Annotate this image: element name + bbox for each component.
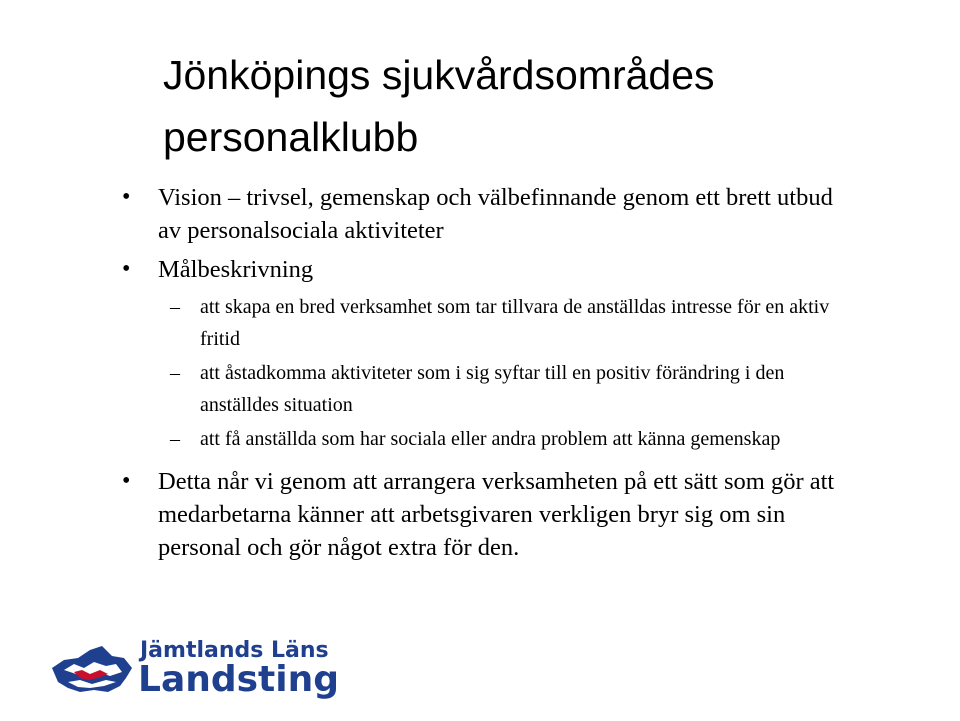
bullet-marker: • — [122, 468, 131, 494]
logo-text-line-2: Landsting — [138, 659, 340, 700]
title-line-2: personalklubb — [163, 114, 419, 160]
bullet-text: Målbeskrivning — [158, 256, 314, 283]
bullet-vision — [120, 181, 860, 247]
slide-title — [163, 44, 903, 168]
bullet-list — [120, 181, 860, 564]
landsting-logo — [50, 638, 340, 698]
title-line-1: Jönköpings sjukvårdsområdes — [163, 52, 715, 98]
sub-bullet-marker: – — [170, 362, 180, 384]
sub-bullet-text: att få anställda som har sociala eller andra problem att känna gemenskap — [200, 428, 781, 450]
bullet-marker: • — [122, 184, 131, 210]
logo-text-line-1: Jämtlands Läns — [140, 638, 329, 663]
sub-bullet — [120, 291, 860, 355]
sub-bullet-marker: – — [170, 296, 180, 318]
sub-bullet — [120, 423, 860, 455]
sub-bullet-text: att åstadkomma aktiviteter som i sig syftar till en positiv förändring i den anställdes situation — [200, 362, 785, 416]
sub-bullet — [120, 357, 860, 421]
sub-bullet-text: att skapa en bred verksamhet som tar tillvara de anställdas intresse för en aktiv fritid — [200, 296, 830, 350]
bullet-text: Detta når vi genom att arrangera verksamheten på ett sätt som gör att medarbetarna känner att arbetsgivaren verkligen bryr sig om sin personal och gör något extra för den. — [158, 468, 835, 561]
bullet-text: Vision – trivsel, gemenskap och välbefinnande genom ett brett utbud av personalsociala aktiviteter — [158, 184, 833, 244]
bullet-detta — [120, 465, 860, 564]
bullet-malbeskrivning — [120, 253, 860, 286]
sub-bullet-marker: – — [170, 428, 180, 450]
sub-bullet-list — [120, 291, 860, 455]
bullet-marker: • — [122, 256, 131, 282]
landsting-logo-mark-icon — [50, 642, 135, 698]
